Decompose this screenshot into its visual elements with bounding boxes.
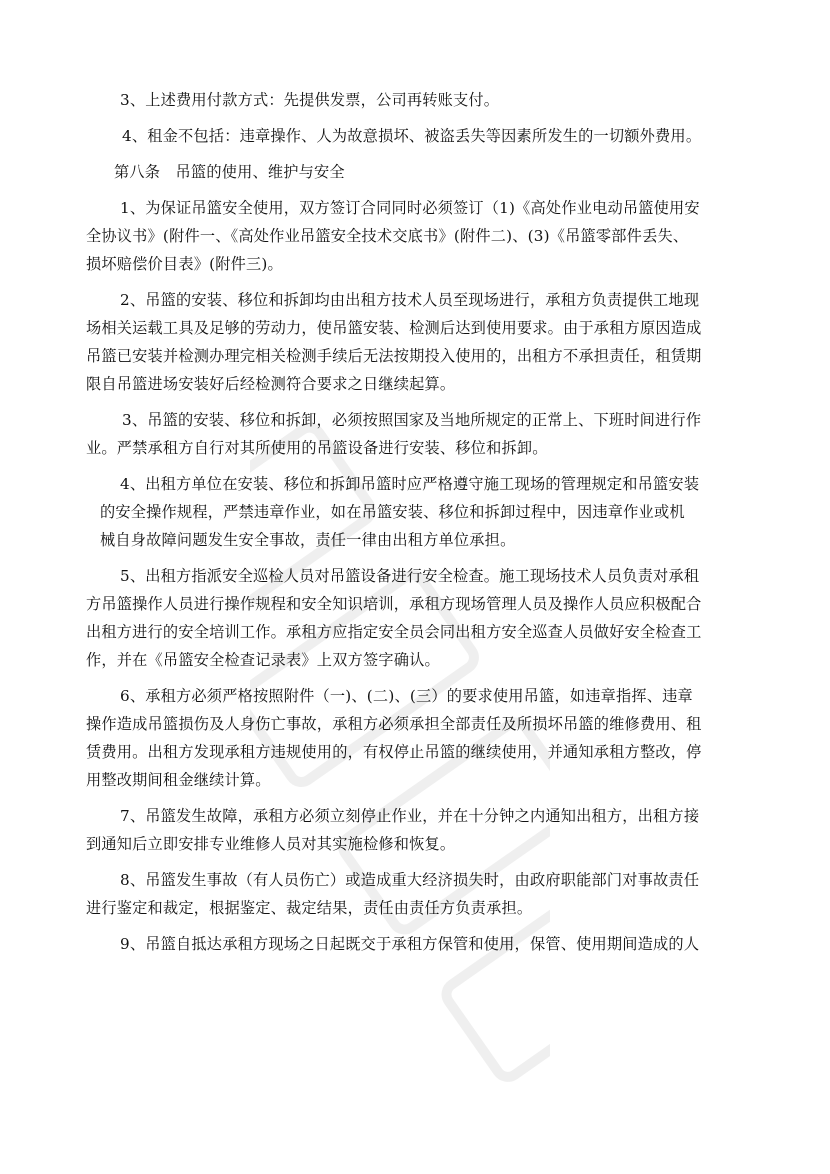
text-line: 操作造成吊篮损伤及人身伤亡事故，承租方必须承担全部责任及所损坏吊篮的维修费用、租: [86, 715, 702, 733]
text-line: 出租方进行的安全培训工作。承租方应指定安全员会同出租方安全巡查人员做好安全检查工: [86, 623, 702, 641]
text-line: 9、吊篮自抵达承租方现场之日起既交于承租方保管和使用，保管、使用期间造成的人: [120, 935, 700, 953]
text-line: 用整改期间租金继续计算。: [86, 771, 271, 789]
paragraph-item-8: [86, 866, 752, 922]
text-line: 限自吊篮进场安装好后经检测符合要求之日继续起算。: [86, 375, 456, 393]
document-body: [86, 86, 752, 958]
paragraph-item-2: [86, 286, 752, 398]
paragraph-item-6: [86, 682, 752, 794]
paragraph-item-7: [86, 802, 752, 858]
paragraph-rent-exclusion: [86, 122, 752, 150]
text-line: 1、为保证吊篮安全使用，双方签订合同同时必须签订（1)《高处作业电动吊篮使用安: [120, 199, 700, 217]
text-line: 作，并在《吊篮安全检查记录表》上双方签字确认。: [86, 651, 440, 669]
text-line: 的安全操作规程，严禁违章作业，如在吊篮安装、移位和拆卸过程中，因违章作业或机: [100, 503, 685, 521]
paragraph-payment: [86, 86, 752, 114]
text-line: 第八条 吊篮的使用、维护与安全: [114, 163, 345, 181]
text-line: 2、吊篮的安装、移位和拆卸均由出租方技术人员至现场进行，承租方负责提供工地现: [120, 291, 700, 309]
text-line: 吊篮已安装并检测办理完相关检测手续后无法按期投入使用的，出租方不承担责任，租赁期: [86, 347, 702, 365]
text-line: 8、吊篮发生事故（有人员伤亡）或造成重大经济损失时，由政府职能部门对事故责任: [120, 871, 700, 889]
text-line: 3、上述费用付款方式：先提供发票，公司再转账支付。: [120, 91, 500, 109]
text-line: 方吊篮操作人员进行操作规程和安全知识培训，承租方现场管理人员及操作人员应积极配合: [86, 595, 702, 613]
text-line: 业。严禁承租方自行对其所使用的吊篮设备进行安装、移位和拆卸。: [86, 439, 548, 457]
paragraph-item-4: [86, 470, 752, 554]
text-line: 到通知后立即安排专业维修人员对其实施检修和恢复。: [86, 835, 456, 853]
text-line: 械自身故障问题发生安全事故，责任一律由出租方单位承担。: [100, 531, 516, 549]
text-line: 赁费用。出租方发现承租方违规使用的，有权停止吊篮的继续使用，并通知承租方整改，停: [86, 743, 702, 761]
text-line: 7、吊篮发生故障，承租方必须立刻停止作业，并在十分钟之内通知出租方，出租方接: [120, 807, 700, 825]
text-line: 全协议书》(附件一、《高处作业吊篮安全技术交底书》(附件二)、(3)《吊篮零部件丢失、: [86, 227, 689, 245]
paragraph-item-9: [86, 930, 752, 958]
text-line: 场相关运载工具及足够的劳动力，使吊篮安装、检测后达到使用要求。由于承租方原因造成: [86, 319, 702, 337]
article-8-heading: [86, 158, 752, 186]
text-line: 4、出租方单位在安装、移位和拆卸吊篮时应严格遵守施工现场的管理规定和吊篮安装: [120, 475, 700, 493]
text-line: 损坏赔偿价目表》(附件三)。: [86, 255, 283, 273]
paragraph-item-3: [86, 406, 752, 462]
text-line: 进行鉴定和裁定，根据鉴定、裁定结果，责任由责任方负责承担。: [86, 899, 533, 917]
text-line: 6、承租方必须严格按照附件（一)、(二)、(三）的要求使用吊篮，如违章指挥、违章: [120, 687, 693, 705]
paragraph-item-5: [86, 562, 752, 674]
text-line: 3、吊篮的安装、移位和拆卸，必须按照国家及当地所规定的正常上、下班时间进行作: [122, 411, 702, 429]
text-line: 4、租金不包括：违章操作、人为故意损坏、被盗丢失等因素所发生的一切额外费用。: [122, 127, 702, 145]
paragraph-item-1: [86, 194, 752, 278]
text-line: 5、出租方指派安全巡检人员对吊篮设备进行安全检查。施工现场技术人员负责对承租: [120, 567, 700, 585]
